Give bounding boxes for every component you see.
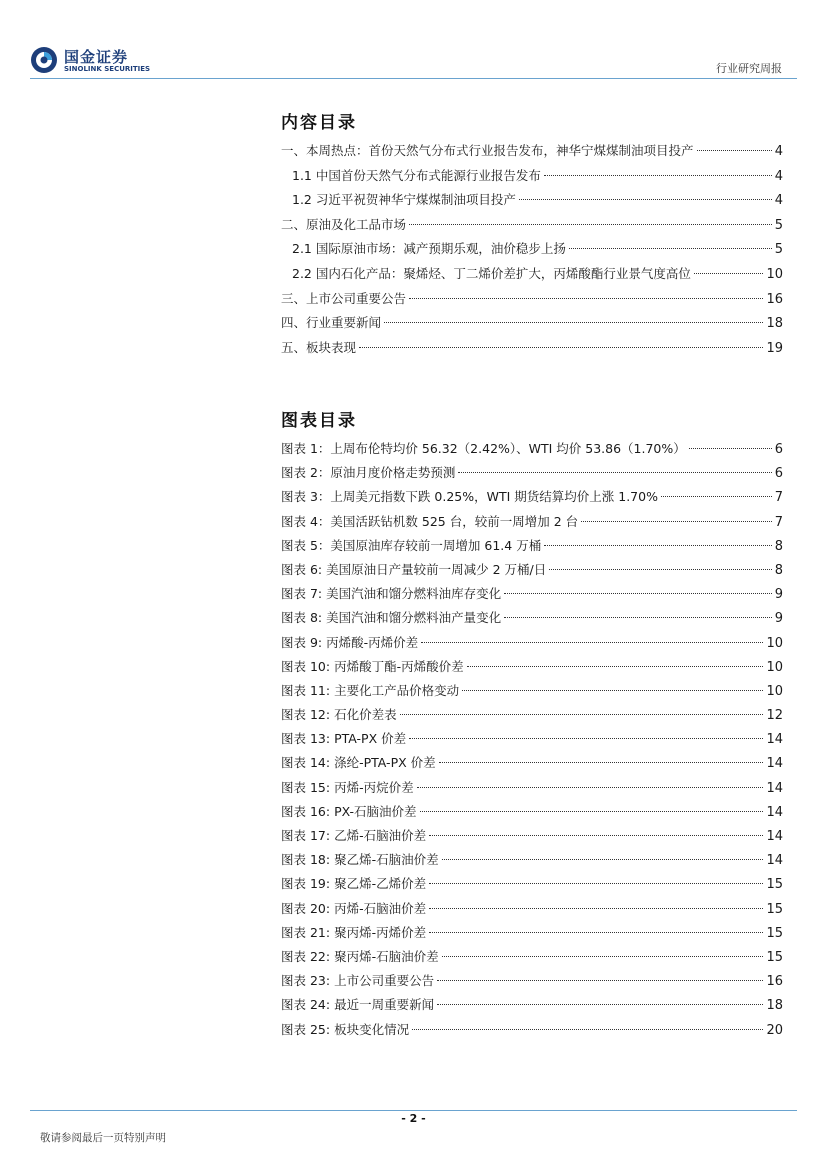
leader-dots <box>421 642 763 643</box>
leader-dots <box>429 908 763 909</box>
figure-entry-page: 6 <box>774 442 783 457</box>
toc-entry-page: 4 <box>774 193 783 209</box>
figure-entry-page: 20 <box>766 1022 783 1038</box>
figure-entry-page: 8 <box>774 562 783 578</box>
figure-entry[interactable] <box>281 971 783 995</box>
toc-entry-text: 一、本周热点：首份天然气分布式行业报告发布，神华宁煤煤制油项目投产 <box>281 143 694 158</box>
leader-dots <box>661 496 772 497</box>
figure-entry-page: 10 <box>766 659 783 675</box>
figure-entry[interactable] <box>281 778 783 802</box>
figure-entry-text: 图表 12: 石化价差表 <box>281 707 397 723</box>
toc-entry[interactable] <box>281 166 783 191</box>
leader-dots <box>442 956 764 957</box>
logo-chinese-name: 国金证券 <box>64 48 129 66</box>
figure-entry-text: 图表 16: PX-石脑油价差 <box>281 803 417 819</box>
toc-list <box>281 141 783 362</box>
toc-entry-text: 2.1 国际原油市场：减产预期乐观，油价稳步上扬 <box>292 241 566 257</box>
toc-entry[interactable] <box>281 264 783 289</box>
figure-entry-page: 7 <box>774 490 783 506</box>
figure-entry-text: 图表 3：上周美元指数下跌 0.25%，WTI 期货结算均价上涨 1.70% <box>281 489 658 505</box>
figure-entry[interactable] <box>281 729 783 753</box>
disclaimer-note: 敬请参阅最后一页特别声明 <box>40 1132 166 1144</box>
leader-dots <box>400 714 764 715</box>
figure-entry-page: 15 <box>766 925 783 941</box>
figure-entry-text: 图表 22: 聚丙烯-石脑油价差 <box>281 948 439 964</box>
toc-title: 内容目录 <box>281 113 357 133</box>
leader-dots <box>442 859 764 860</box>
figure-entry[interactable] <box>281 608 783 632</box>
figure-entry[interactable] <box>281 923 783 947</box>
toc-entry-page: 5 <box>774 217 783 233</box>
figure-entry[interactable] <box>281 560 783 584</box>
figure-entry-page: 18 <box>766 998 783 1014</box>
toc-entry[interactable] <box>281 215 783 240</box>
toc-entry[interactable] <box>281 338 783 363</box>
leader-dots <box>519 199 772 200</box>
leader-dots <box>544 175 772 176</box>
leader-dots <box>409 738 763 739</box>
figure-entry-text: 图表 19: 聚乙烯-乙烯价差 <box>281 876 427 892</box>
leader-dots <box>429 883 763 884</box>
footer-divider <box>30 1110 797 1111</box>
figure-entry-text: 图表 9: 丙烯酸-丙烯价差 <box>281 634 419 650</box>
figure-entry-text: 图表 8: 美国汽油和馏分燃料油产量变化 <box>281 610 502 626</box>
figure-entry-text: 图表 18: 聚乙烯-石脑油价差 <box>281 852 439 868</box>
leader-dots <box>689 448 772 449</box>
figure-entry-text: 图表 13: PTA-PX 价差 <box>281 731 407 747</box>
toc-entry-page: 4 <box>774 168 783 184</box>
figure-entry-page: 8 <box>774 538 783 554</box>
figure-entry-page: 14 <box>766 853 783 869</box>
toc-entry[interactable] <box>281 190 783 215</box>
leader-dots <box>359 347 763 348</box>
toc-entry-text: 五、板块表现 <box>281 339 357 355</box>
toc-entry-page: 19 <box>766 340 783 356</box>
page-number: - 2 - <box>401 1112 426 1125</box>
figure-entry[interactable] <box>281 463 783 487</box>
figure-entry-page: 7 <box>774 514 783 530</box>
leader-dots <box>437 980 763 981</box>
figure-entry-page: 14 <box>766 804 783 820</box>
figure-entry-page: 10 <box>766 683 783 699</box>
figure-entry-text: 图表 5：美国原油库存较前一周增加 61.4 万桶 <box>281 537 542 553</box>
report-type-label: 行业研究周报 <box>716 62 782 75</box>
leader-dots <box>504 617 772 618</box>
toc-entry-page: 18 <box>766 316 783 332</box>
figure-entry[interactable] <box>281 681 783 705</box>
logo-english-name: SINOLINK SECURITIES <box>64 65 151 73</box>
toc-entry[interactable] <box>281 313 783 338</box>
figure-entry[interactable] <box>281 705 783 729</box>
figure-entry-text: 图表 6: 美国原油日产量较前一周减少 2 万桶/日 <box>281 561 547 577</box>
figure-entry[interactable] <box>281 512 783 536</box>
toc-entry[interactable] <box>281 239 783 264</box>
figure-entry-page: 15 <box>766 901 783 917</box>
figure-entry-text: 图表 20: 丙烯-石脑油价差 <box>281 900 427 916</box>
leader-dots <box>694 273 764 274</box>
figure-entry[interactable] <box>281 633 783 657</box>
leader-dots <box>467 666 764 667</box>
figure-entry-text: 图表 23: 上市公司重要公告 <box>281 973 435 989</box>
toc-entry-text: 2.2 国内石化产品：聚烯烃、丁二烯价差扩大，丙烯酸酯行业景气度高位 <box>292 265 691 281</box>
leader-dots <box>409 224 772 225</box>
figure-entry[interactable] <box>281 439 783 463</box>
figure-entry-text: 图表 7: 美国汽油和馏分燃料油库存变化 <box>281 586 502 602</box>
figure-entry-page: 14 <box>766 780 783 796</box>
leader-dots <box>417 787 764 788</box>
toc-entry-page: 4 <box>774 144 783 159</box>
figure-entry-page: 15 <box>766 949 783 965</box>
figure-entry[interactable] <box>281 874 783 898</box>
leader-dots <box>437 1004 763 1005</box>
toc-entry-text: 四、行业重要新闻 <box>281 315 382 331</box>
figure-entry-text: 图表 21: 聚丙烯-丙烯价差 <box>281 924 427 940</box>
figure-entry-text: 图表 14: 涤纶-PTA-PX 价差 <box>281 755 436 771</box>
leader-dots <box>544 545 772 546</box>
figure-entry-page: 14 <box>766 756 783 772</box>
figure-entry-text: 图表 10: 丙烯酸丁酯-丙烯酸价差 <box>281 658 464 674</box>
figure-entry-page: 6 <box>774 466 783 482</box>
toc-entry[interactable] <box>281 141 783 166</box>
figure-entry[interactable] <box>281 1020 783 1044</box>
figure-entry[interactable] <box>281 802 783 826</box>
figure-entry-text: 图表 11: 主要化工产品价格变动 <box>281 682 460 698</box>
figure-entry-text: 图表 2：原油月度价格走势预测 <box>281 465 456 481</box>
figure-entry[interactable] <box>281 995 783 1019</box>
logo-mark-icon <box>30 46 58 74</box>
toc-entry[interactable] <box>281 289 783 314</box>
toc-entry-text: 1.2 习近平祝贺神华宁煤煤制油项目投产 <box>292 192 516 208</box>
figure-entry-text: 图表 17: 乙烯-石脑油价差 <box>281 828 427 843</box>
figure-entry-text: 图表 1：上周布伦特均价 56.32（2.42%）、WTI 均价 53.86（1.70%） <box>281 441 686 456</box>
figure-entry-page: 14 <box>766 732 783 748</box>
figure-entry-text: 图表 25: 板块变化情况 <box>281 1021 410 1037</box>
leader-dots <box>429 835 763 836</box>
toc-entry-text: 三、上市公司重要公告 <box>281 290 407 306</box>
leader-dots <box>409 298 763 299</box>
figure-entry[interactable] <box>281 584 783 608</box>
leader-dots <box>412 1029 763 1030</box>
toc-entry-page: 16 <box>766 291 783 307</box>
leader-dots <box>569 248 772 249</box>
leader-dots <box>549 569 771 570</box>
toc-entry-text: 二、原油及化工品市场 <box>281 216 407 232</box>
leader-dots <box>384 322 763 323</box>
leader-dots <box>429 932 763 933</box>
figure-entry-page: 12 <box>766 708 783 724</box>
leader-dots <box>458 472 771 473</box>
figure-entry[interactable] <box>281 850 783 874</box>
figure-entry-text: 图表 15: 丙烯-丙烷价差 <box>281 779 414 795</box>
company-logo <box>30 46 160 80</box>
figure-entry[interactable] <box>281 657 783 681</box>
leader-dots <box>581 521 772 522</box>
figure-list <box>281 439 783 1044</box>
figure-entry-page: 14 <box>766 829 783 844</box>
figure-entry-page: 10 <box>766 635 783 651</box>
figure-entry-text: 图表 24: 最近一周重要新闻 <box>281 997 435 1013</box>
figure-list-title: 图表目录 <box>281 411 357 431</box>
figure-entry[interactable] <box>281 753 783 777</box>
figure-entry-page: 9 <box>774 587 783 603</box>
leader-dots <box>462 690 763 691</box>
leader-dots <box>504 593 772 594</box>
figure-entry-text: 图表 4：美国活跃钻机数 525 台，较前一周增加 2 台 <box>281 513 579 529</box>
figure-entry-page: 16 <box>766 974 783 990</box>
page-header <box>0 0 827 80</box>
figure-entry[interactable] <box>281 899 783 923</box>
leader-dots <box>420 811 764 812</box>
toc-entry-text: 1.1 中国首份天然气分布式能源行业报告发布 <box>292 167 541 183</box>
toc-entry-page: 10 <box>766 266 783 282</box>
leader-dots <box>439 762 764 763</box>
figure-entry[interactable] <box>281 487 783 511</box>
figure-entry[interactable] <box>281 536 783 560</box>
figure-entry-page: 9 <box>774 611 783 627</box>
toc-entry-page: 5 <box>774 242 783 258</box>
figure-entry-page: 15 <box>766 877 783 893</box>
header-divider <box>30 78 797 79</box>
figure-entry[interactable] <box>281 826 783 850</box>
leader-dots <box>697 150 772 151</box>
figure-entry[interactable] <box>281 947 783 971</box>
